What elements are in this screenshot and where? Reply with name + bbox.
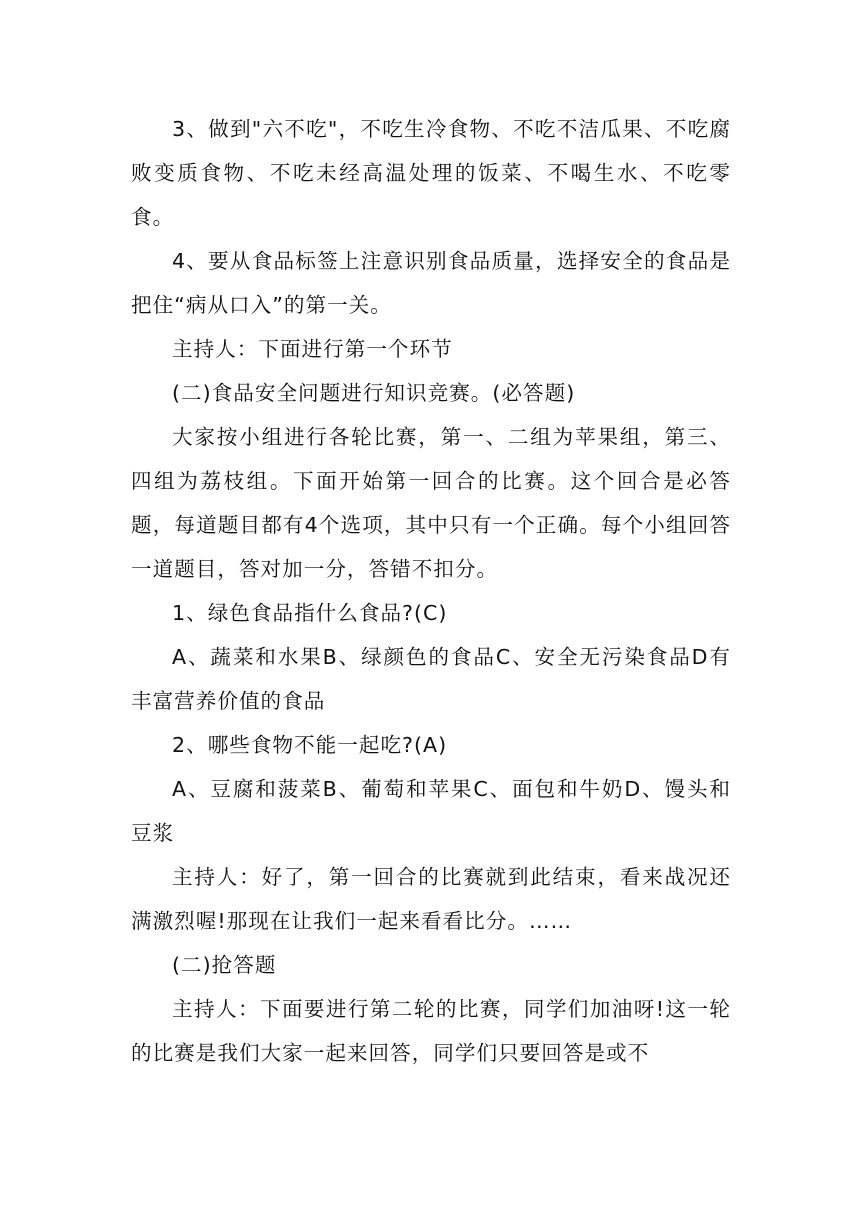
document-page bbox=[131, 107, 731, 1075]
question-2: 2、哪些食物不能一起吃?(A) bbox=[172, 733, 448, 757]
paragraph-rule-food-label: 4、要从食品标签上注意识别食品质量，选择安全的食品是把住“病从口入”的第一关。 bbox=[131, 249, 731, 317]
paragraph-rule-six-donts: 3、做到"六不吃"，不吃生冷食物、不吃不洁瓜果、不吃腐败变质食物、不吃未经高温处理的饭菜、不喝生水、不吃零食。 bbox=[131, 117, 731, 229]
paragraph-host-first-segment: 主持人：下面进行第一个环节 bbox=[172, 337, 453, 361]
paragraph-host-round-end: 主持人：好了，第一回合的比赛就到此结束，看来战况还满激烈喔!那现在让我们一起来看看比分。…… bbox=[131, 865, 731, 933]
question-1-options: A、蔬菜和水果B、绿颜色的食品C、安全无污染食品D有丰富营养价值的食品 bbox=[131, 645, 731, 713]
question-1: 1、绿色食品指什么食品?(C) bbox=[172, 601, 448, 625]
section-heading-quick-answer: (二)抢答题 bbox=[172, 953, 277, 977]
paragraph-contest-rules: 大家按小组进行各轮比赛，第一、二组为苹果组，第三、四组为荔枝组。下面开始第一回合的比赛。这个回合是必答题，每道题目都有4个选项，其中只有一个正确。每个小组回答一道题目，答对加一分，答错不扣分。 bbox=[131, 425, 731, 581]
question-2-options: A、豆腐和菠菜B、葡萄和苹果C、面包和牛奶D、馒头和豆浆 bbox=[131, 777, 731, 845]
section-heading-knowledge-contest: (二)食品安全问题进行知识竞赛。(必答题) bbox=[172, 381, 576, 405]
paragraph-host-second-round: 主持人：下面要进行第二轮的比赛，同学们加油呀!这一轮的比赛是我们大家一起来回答，同学们只要回答是或不 bbox=[131, 997, 731, 1065]
